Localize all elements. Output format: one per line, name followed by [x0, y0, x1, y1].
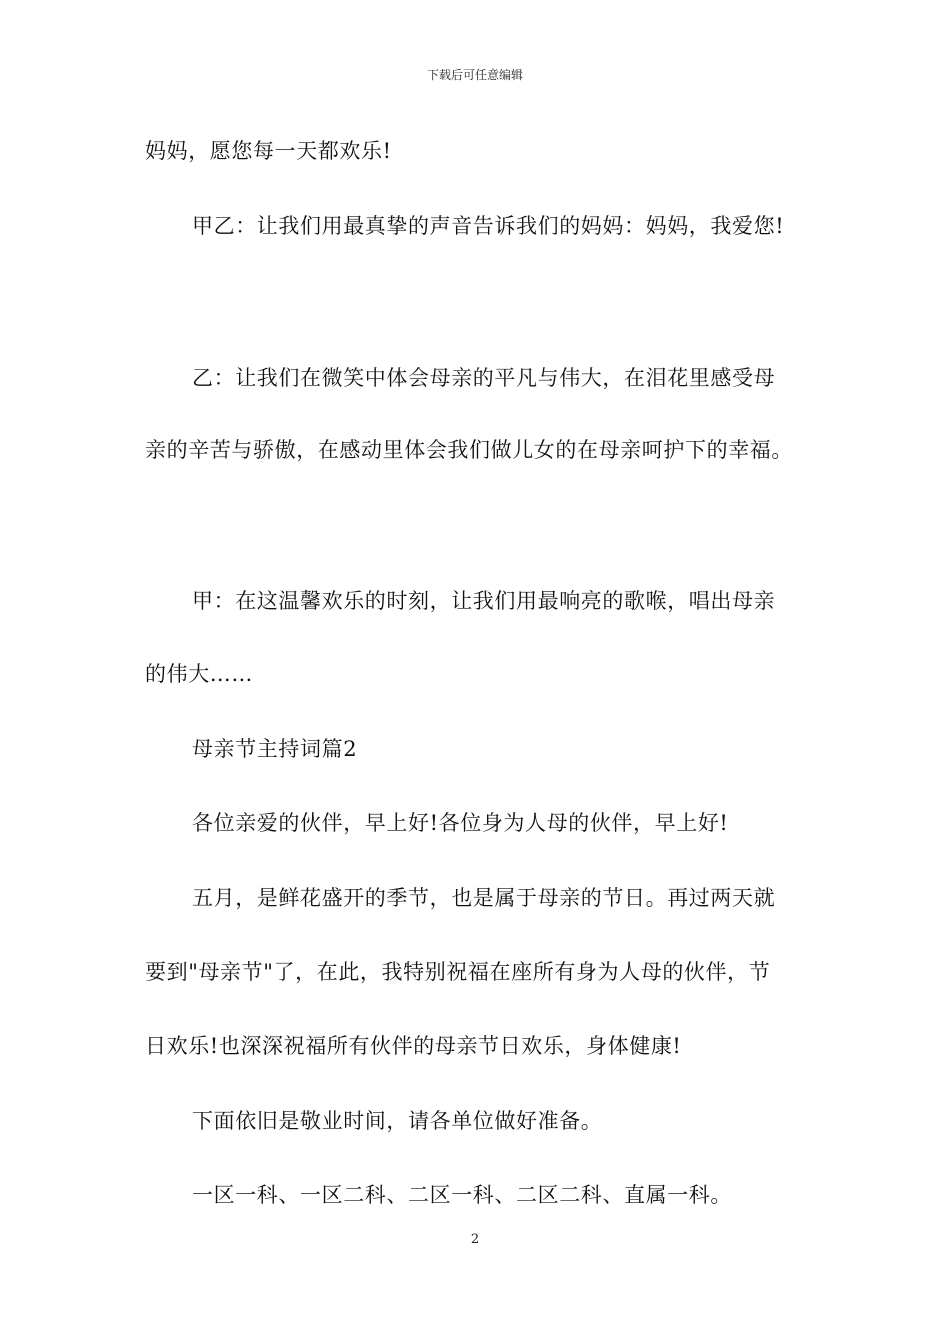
paragraph-line: 下面依旧是敬业时间，请各单位做好准备。 [192, 1109, 603, 1133]
paragraph-line: 要到"母亲节"了，在此，我特别祝福在座所有身为人母的伙伴，节 [145, 960, 771, 984]
page-number: 2 [470, 1232, 480, 1247]
page-header: 下载后可任意编辑 [426, 68, 523, 82]
paragraph-line: 一区一科、一区二科、二区一科、二区二科、直属一科。 [192, 1183, 732, 1207]
paragraph-line: 甲：在这温馨欢乐的时刻，让我们用最响亮的歌喉，唱出母亲 [192, 589, 776, 613]
paragraph-line: 甲乙：让我们用最真挚的声音告诉我们的妈妈：妈妈，我爱您! [192, 214, 785, 238]
paragraph-line: 的伟大…… [145, 662, 253, 686]
paragraph-line: 各位亲爱的伙伴，早上好!各位身为人母的伙伴，早上好! [192, 811, 729, 835]
paragraph-line: 亲的辛苦与骄傲，在感动里体会我们做儿女的在母亲呵护下的幸福。 [145, 438, 793, 462]
paragraph-line: 五月，是鲜花盛开的季节，也是属于母亲的节日。再过两天就 [192, 886, 776, 910]
paragraph-line: 乙：让我们在微笑中体会母亲的平凡与伟大，在泪花里感受母 [192, 366, 776, 390]
paragraph-line: 妈妈，愿您每一天都欢乐! [145, 139, 392, 163]
section-heading: 母亲节主持词篇2 [192, 737, 358, 761]
paragraph-line: 日欢乐!也深深祝福所有伙伴的母亲节日欢乐，身体健康! [145, 1034, 682, 1058]
